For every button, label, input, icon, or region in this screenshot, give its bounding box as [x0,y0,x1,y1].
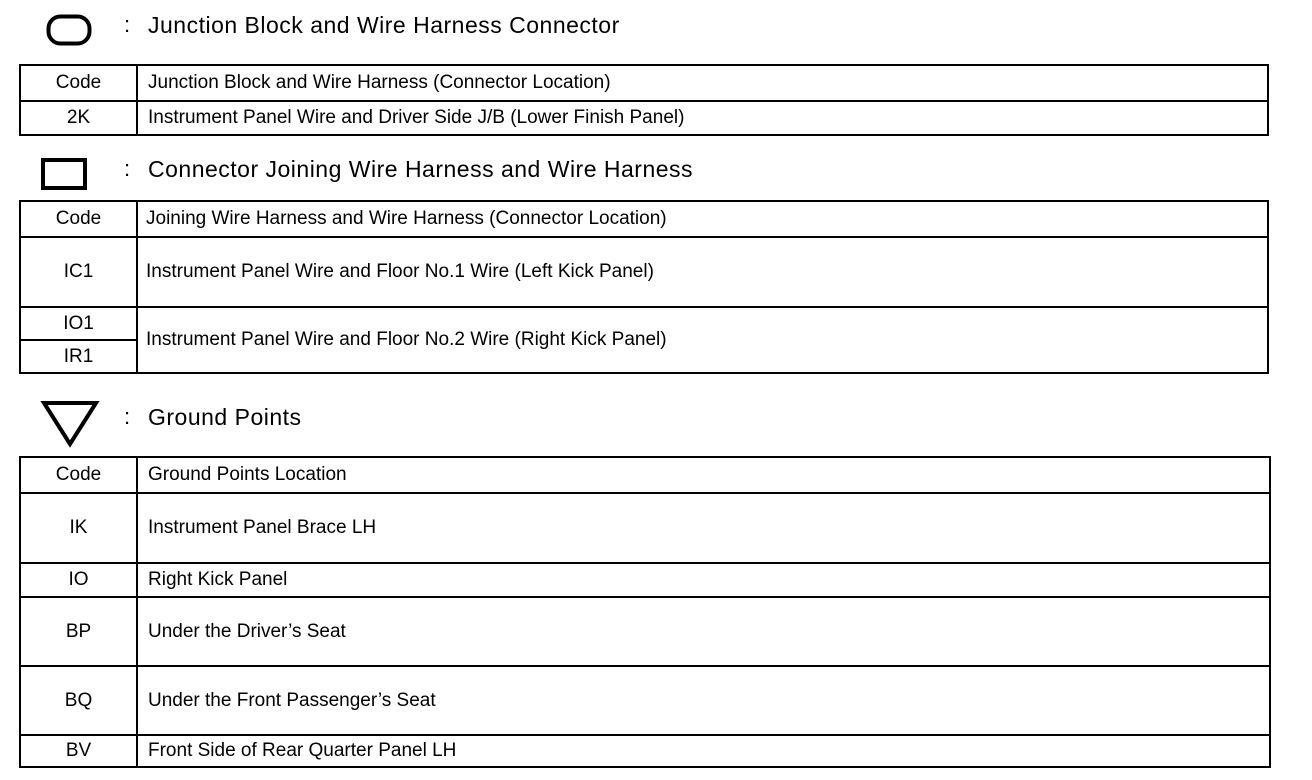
table-row [21,236,1267,306]
rounded-rectangle-icon [46,14,92,46]
code-cell: BP [21,598,138,665]
code-cell: BV [21,736,138,766]
code-cell: 2K [21,102,138,134]
location-cell: Instrument Panel Wire and Driver Side J/B (Lower Finish Panel) [148,107,685,128]
ground-points-table [19,456,1271,768]
location-cell: Right Kick Panel [148,569,288,590]
code-header: Code [21,458,138,492]
square-icon [41,158,87,190]
location-header: Ground Points Location [148,464,347,485]
section-title: Ground Points [148,404,302,430]
code-header: Code [21,202,138,236]
section-title: Junction Block and Wire Harness Connector [148,12,620,38]
code-cell: IC1 [21,238,138,306]
section-title: Connector Joining Wire Harness and Wire Harness [148,156,694,182]
table-header-row [21,66,1267,100]
table-row [21,734,1269,766]
code-cell: IK [21,494,138,562]
code-cell: IO [21,564,138,596]
code-cell: BQ [21,667,138,734]
table-row [21,596,1269,665]
inverted-triangle-icon [40,400,100,448]
location-cell: Under the Front Passenger’s Seat [148,689,436,711]
location-cell: Instrument Panel Brace LH [148,517,377,538]
location-header: Joining Wire Harness and Wire Harness (Connector Location) [146,208,667,229]
junction-block-heading [0,8,1312,48]
code-cell: IR1 [63,345,94,367]
location-cell: Under the Driver’s Seat [148,620,346,642]
connector-joining-table [19,200,1269,374]
connector-joining-heading [0,152,1312,192]
split-code-cell [21,308,138,372]
location-cell: Instrument Panel Wire and Floor No.1 Wire (Left Kick Panel) [146,261,654,282]
table-row [21,492,1269,562]
heading-colon: : [124,404,131,429]
table-row [21,562,1269,596]
location-cell: Front Side of Rear Quarter Panel LH [148,740,457,761]
junction-block-table [19,64,1269,136]
ground-points-heading [0,400,1312,440]
table-row [21,665,1269,734]
table-row [21,100,1267,134]
heading-colon: : [124,156,131,181]
location-header: Junction Block and Wire Harness (Connector Location) [148,72,611,93]
code-cell: IO1 [21,308,136,341]
table-header-row [21,202,1267,236]
table-row [21,306,1267,372]
code-header: Code [21,66,138,100]
heading-colon: : [124,12,131,37]
location-cell: Instrument Panel Wire and Floor No.2 Wire (Right Kick Panel) [146,329,667,350]
table-header-row [21,458,1269,492]
